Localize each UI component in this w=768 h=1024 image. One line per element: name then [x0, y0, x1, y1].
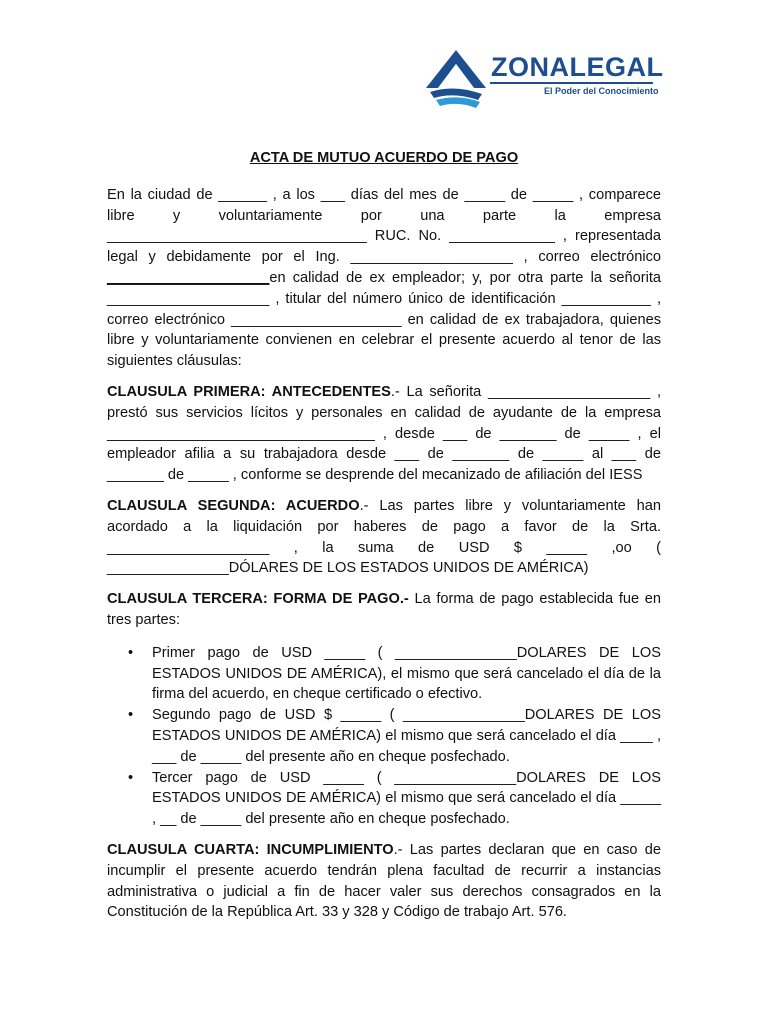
- logo-brand-name: ZONALEGAL: [491, 52, 664, 82]
- intro-line: legal y debidamente por el Ing. ____________________ , correo electrónico: [107, 249, 661, 266]
- intro-line: libre y voluntariamente convienen en celebrar el presente acuerdo al tenor de las: [107, 332, 661, 349]
- logo-divider: [490, 82, 653, 84]
- clause-text: La forma de pago establecida fue en tres partes:: [107, 591, 662, 628]
- clause-text: .- Las partes declaran que en caso de incumplir el presente acuerdo tendrán plena facultad de recurrir a instancias administrativa o judicial a fin de hacer valer sus derechos consagrados en la Constitución de la República Art. 33 y 328 y Código de trabajo Art. 576.: [107, 841, 661, 921]
- clause-first: [107, 382, 661, 486]
- clause-heading: CLAUSULA PRIMERA: ANTECEDENTES: [107, 383, 391, 400]
- intro-blank: ____________________: [107, 269, 270, 286]
- clause-heading: CLAUSULA TERCERA: FORMA DE PAGO.-: [107, 591, 409, 608]
- clause-fourth: [107, 840, 661, 923]
- list-item: • Segundo pago de USD $ _____ ( _______________DOLARES DE LOS ESTADOS UNIDOS DE AMÉRICA) el mismo que será cancelado el día ____ , ___ de _____ del presente año en cheque posfechado.: [152, 705, 661, 767]
- logo-mark-icon: [424, 48, 488, 110]
- clause-text: .- Las partes libre y voluntariamente han acordado a la liquidación por haberes de pago a favor de la Srta. ____________________ , la suma de USD $ _____ ,oo ( _______________DÓLARES DE LOS ESTADOS UNIDOS DE AMÉRICA): [107, 497, 661, 577]
- list-item: • Primer pago de USD _____ ( _______________DOLARES DE LOS ESTADOS UNIDOS DE AMÉRICA), el mismo que será cancelado el día de la firma del acuerdo, en cheque certificado o efectivo.: [152, 643, 661, 705]
- intro-line: En la ciudad de ______ , a los ___ días del mes de _____ de _____ , comparece: [107, 186, 661, 203]
- intro-line: siguientes cláusulas:: [107, 353, 242, 370]
- intro-line: correo electrónico _____________________ en calidad de ex trabajadora, quienes: [107, 311, 661, 328]
- clause-second: [107, 496, 661, 579]
- document-body: [107, 148, 661, 933]
- clause-heading: CLAUSULA SEGUNDA: ACUERDO: [107, 497, 360, 514]
- list-item: • Tercer pago de USD _____ ( _______________DOLARES DE LOS ESTADOS UNIDOS DE AMÉRICA) el mismo que será cancelado el día _____ , __ de _____ del presente año en cheque posfechado.: [152, 768, 661, 830]
- payment-list: [107, 643, 661, 830]
- intro-line: ____________________ , titular del número único de identificación ___________ ,: [107, 290, 661, 307]
- clause-heading: CLAUSULA CUARTA: INCUMPLIMIENTO: [107, 841, 394, 858]
- intro-paragraph: [107, 185, 661, 372]
- zonalegal-logo: [424, 48, 664, 110]
- intro-line: [107, 268, 661, 289]
- intro-line-rest: en calidad de ex empleador; y, por otra parte la señorita: [269, 269, 661, 286]
- clause-text: .- La señorita ____________________ , prestó sus servicios lícitos y personales en calidad de ayudante de la empresa _________________________________ , desde ___ de _______ de _____ , el empleador afilia a su trabajadora desde ___ de _______ de _____ al ___ de _______ de _____ , conforme se desprende del mecanizado de afiliación del IESS: [107, 383, 661, 484]
- logo-tagline: El Poder del Conocimiento: [544, 86, 659, 96]
- clause-third: [107, 589, 661, 631]
- intro-line: libre y voluntariamente por una parte la empresa: [107, 207, 661, 224]
- document-title: ACTA DE MUTUO ACUERDO DE PAGO: [249, 150, 519, 166]
- intro-line: ________________________________ RUC. No. _____________ , representada: [107, 228, 661, 245]
